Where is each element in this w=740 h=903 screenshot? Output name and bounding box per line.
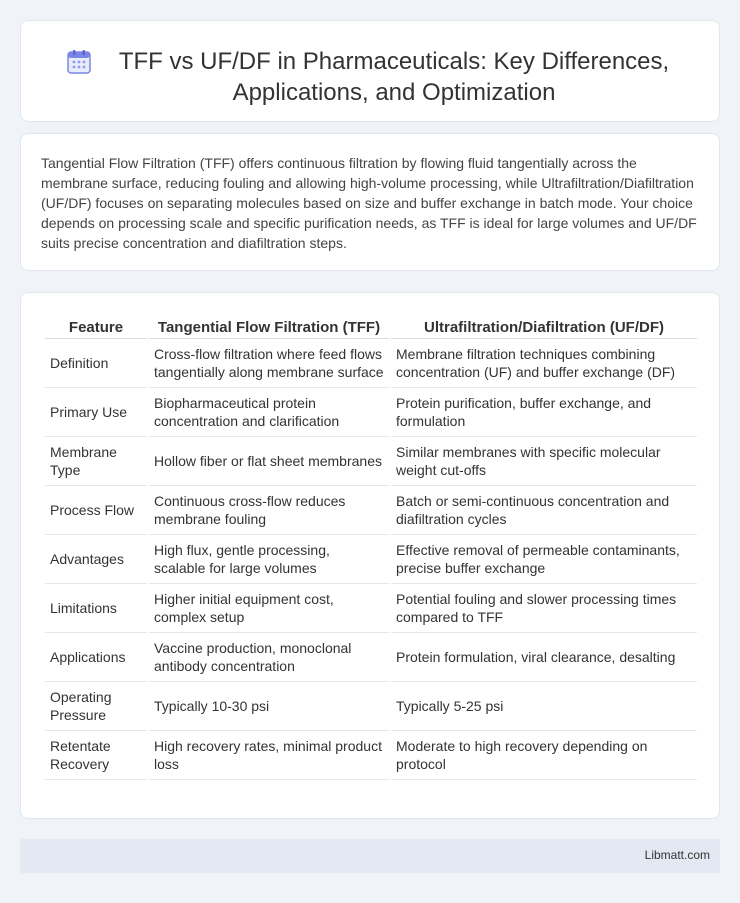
feature-cell: Applications	[45, 633, 147, 682]
ufdf-cell: Batch or semi-continuous concentration and diafiltration cycles	[391, 486, 697, 535]
ufdf-cell: Moderate to high recovery depending on protocol	[391, 731, 697, 780]
ufdf-cell: Protein purification, buffer exchange, and formulation	[391, 388, 697, 437]
feature-cell: Advantages	[45, 535, 147, 584]
tff-cell: Vaccine production, monoclonal antibody concentration	[149, 633, 389, 682]
calendar-icon	[66, 49, 92, 75]
tff-cell: Cross-flow filtration where feed flows tangentially along membrane surface	[149, 339, 389, 388]
feature-cell: Definition	[45, 339, 147, 388]
header-card	[20, 20, 720, 122]
ufdf-cell: Potential fouling and slower processing times compared to TFF	[391, 584, 697, 633]
header-tff: Tangential Flow Filtration (TFF)	[149, 315, 389, 339]
footer-site-link[interactable]: Libmatt.com	[644, 848, 710, 862]
feature-cell: Operating Pressure	[45, 682, 147, 731]
table-row	[45, 388, 697, 437]
tff-cell: High flux, gentle processing, scalable for large volumes	[149, 535, 389, 584]
feature-cell: Process Flow	[45, 486, 147, 535]
table-header-row	[45, 315, 697, 339]
table-row	[45, 731, 697, 780]
comparison-table	[43, 315, 699, 780]
header-feature: Feature	[45, 315, 147, 339]
intro-card	[20, 133, 720, 271]
table-row	[45, 437, 697, 486]
comparison-table-card	[20, 292, 720, 819]
table-row	[45, 584, 697, 633]
tff-cell: Biopharmaceutical protein concentration and clarification	[149, 388, 389, 437]
ufdf-cell: Similar membranes with specific molecular weight cut-offs	[391, 437, 697, 486]
table-row	[45, 486, 697, 535]
tff-cell: Higher initial equipment cost, complex setup	[149, 584, 389, 633]
table-row	[45, 633, 697, 682]
feature-cell: Retentate Recovery	[45, 731, 147, 780]
ufdf-cell: Effective removal of permeable contaminants, precise buffer exchange	[391, 535, 697, 584]
tff-cell: Hollow fiber or flat sheet membranes	[149, 437, 389, 486]
page-title: TFF vs UF/DF in Pharmaceuticals: Key Differences, Applications, and Optimization	[118, 48, 670, 106]
tff-cell: Continuous cross-flow reduces membrane fouling	[149, 486, 389, 535]
tff-cell: Typically 10-30 psi	[149, 682, 389, 731]
tff-cell: High recovery rates, minimal product loss	[149, 731, 389, 780]
ufdf-cell: Protein formulation, viral clearance, desalting	[391, 633, 697, 682]
table-row	[45, 682, 697, 731]
footer-bar	[20, 839, 720, 873]
ufdf-cell: Membrane filtration techniques combining concentration (UF) and buffer exchange (DF)	[391, 339, 697, 388]
feature-cell: Primary Use	[45, 388, 147, 437]
ufdf-cell: Typically 5-25 psi	[391, 682, 697, 731]
feature-cell: Membrane Type	[45, 437, 147, 486]
table-row	[45, 535, 697, 584]
header-ufdf: Ultrafiltration/Diafiltration (UF/DF)	[391, 315, 697, 339]
feature-cell: Limitations	[45, 584, 147, 633]
intro-paragraph: Tangential Flow Filtration (TFF) offers continuous filtration by flowing fluid tangentially across the membrane surface, reducing fouling and allowing high-volume processing, while Ultrafiltration/Diafiltration (UF/DF) focuses on separating molecules based on size and buffer exchange in batch mode. Your choice depends on processing scale and specific purification needs, as TFF is ideal for large volumes and UF/DF suits precise concentration and diafiltration steps.	[41, 155, 697, 251]
table-row	[45, 339, 697, 388]
